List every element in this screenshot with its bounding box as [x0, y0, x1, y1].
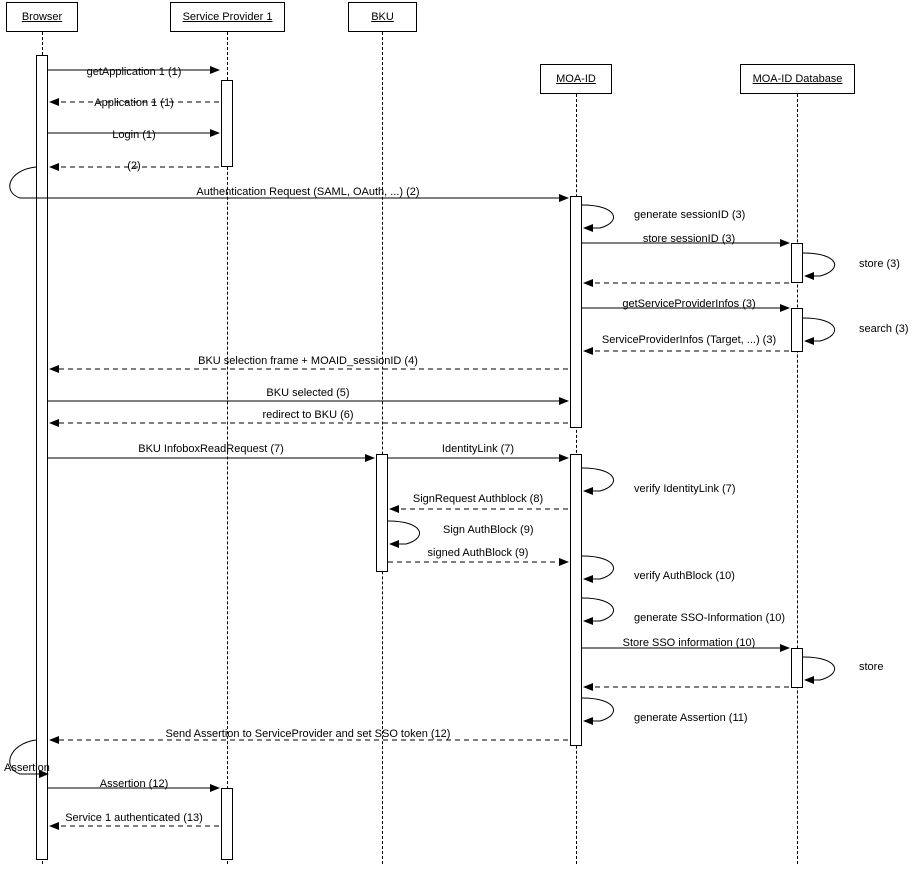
- message-label-generate-sso-information: generate SSO-Information (10): [634, 612, 786, 624]
- message-label-bku-selected: BKU selected (5): [266, 387, 350, 399]
- activation-browser: [36, 55, 48, 860]
- activation-moaiddb-store: [791, 243, 803, 283]
- message-label-2: (2): [127, 160, 141, 172]
- lifeline-box-bku[interactable]: [348, 2, 417, 32]
- message-label-store-3: store (3): [859, 258, 900, 270]
- message-label-application-1: Application 1 (1): [94, 97, 174, 109]
- lifeline-box-moa-id-database[interactable]: [740, 64, 855, 94]
- activation-bku: [376, 454, 388, 572]
- message-label-verify-authblock: verify AuthBlock (10): [634, 570, 735, 582]
- message-label-search-3: search (3): [859, 323, 909, 335]
- message-label-sign-authblock: Sign AuthBlock (9): [443, 524, 534, 536]
- lifeline-label-browser: Browser: [21, 11, 63, 23]
- message-label-redirect-to-bku: redirect to BKU (6): [262, 409, 354, 421]
- message-label-generate-assertion: generate Assertion (11): [634, 712, 748, 724]
- message-label-getserviceproviderinfos: getServiceProviderInfos (3): [622, 298, 756, 310]
- activation-moaiddb-search: [791, 308, 803, 352]
- lifeline-label-moa-id-database: MOA-ID Database: [752, 73, 843, 85]
- message-label-bku-selection-frame: BKU selection frame + MOAID_sessionID (4): [198, 355, 418, 367]
- message-label-service-1-authenticated: Service 1 authenticated (13): [65, 812, 203, 824]
- message-label-store: store: [859, 661, 884, 673]
- lifeline-label-moa-id: MOA-ID: [556, 73, 596, 85]
- message-label-generate-sessionid: generate sessionID (3): [634, 209, 746, 221]
- message-label-send-assertion: Send Assertion to ServiceProvider and set SSO token (12): [165, 728, 451, 740]
- message-label-authentication-request: Authentication Request (SAML, OAuth, ...) (2): [196, 186, 420, 198]
- activation-sp1-first: [221, 80, 233, 167]
- message-label-identitylink: IdentityLink (7): [441, 443, 515, 455]
- message-label-verify-identitylink: verify IdentityLink (7): [634, 483, 736, 495]
- activation-moaid-first: [570, 196, 582, 428]
- activation-moaid-second: [570, 454, 582, 746]
- activation-sp1-second: [221, 788, 233, 860]
- message-label-serviceproviderinfos: ServiceProviderInfos (Target, ...) (3): [601, 334, 777, 346]
- lifeline-box-browser[interactable]: [6, 2, 78, 32]
- lifeline-label-bku: BKU: [371, 11, 394, 23]
- lifeline-line-moa-id-database: [797, 94, 798, 864]
- message-label-signed-authblock: signed AuthBlock (9): [427, 547, 529, 559]
- message-label-assertion-12: Assertion (12): [99, 778, 169, 790]
- message-label-bku-infoboxreadrequest: BKU InfoboxReadRequest (7): [138, 443, 284, 455]
- message-label-store-sso-information: Store SSO information (10): [622, 637, 756, 649]
- message-label-store-sessionid: store sessionID (3): [642, 233, 736, 245]
- message-label-login-1: Login (1): [112, 129, 156, 141]
- lifeline-box-service-provider-1[interactable]: [170, 2, 285, 32]
- lifeline-box-moa-id[interactable]: [540, 64, 612, 94]
- message-label-getapplication-1: getApplication 1 (1): [86, 66, 182, 78]
- activation-moaiddb-sso: [791, 648, 803, 688]
- message-label-signrequest-authblock: SignRequest Authblock (8): [412, 493, 544, 505]
- lifeline-label-service-provider-1: Service Provider 1: [182, 11, 273, 23]
- message-label-assertion-self: Assertion: [4, 762, 50, 774]
